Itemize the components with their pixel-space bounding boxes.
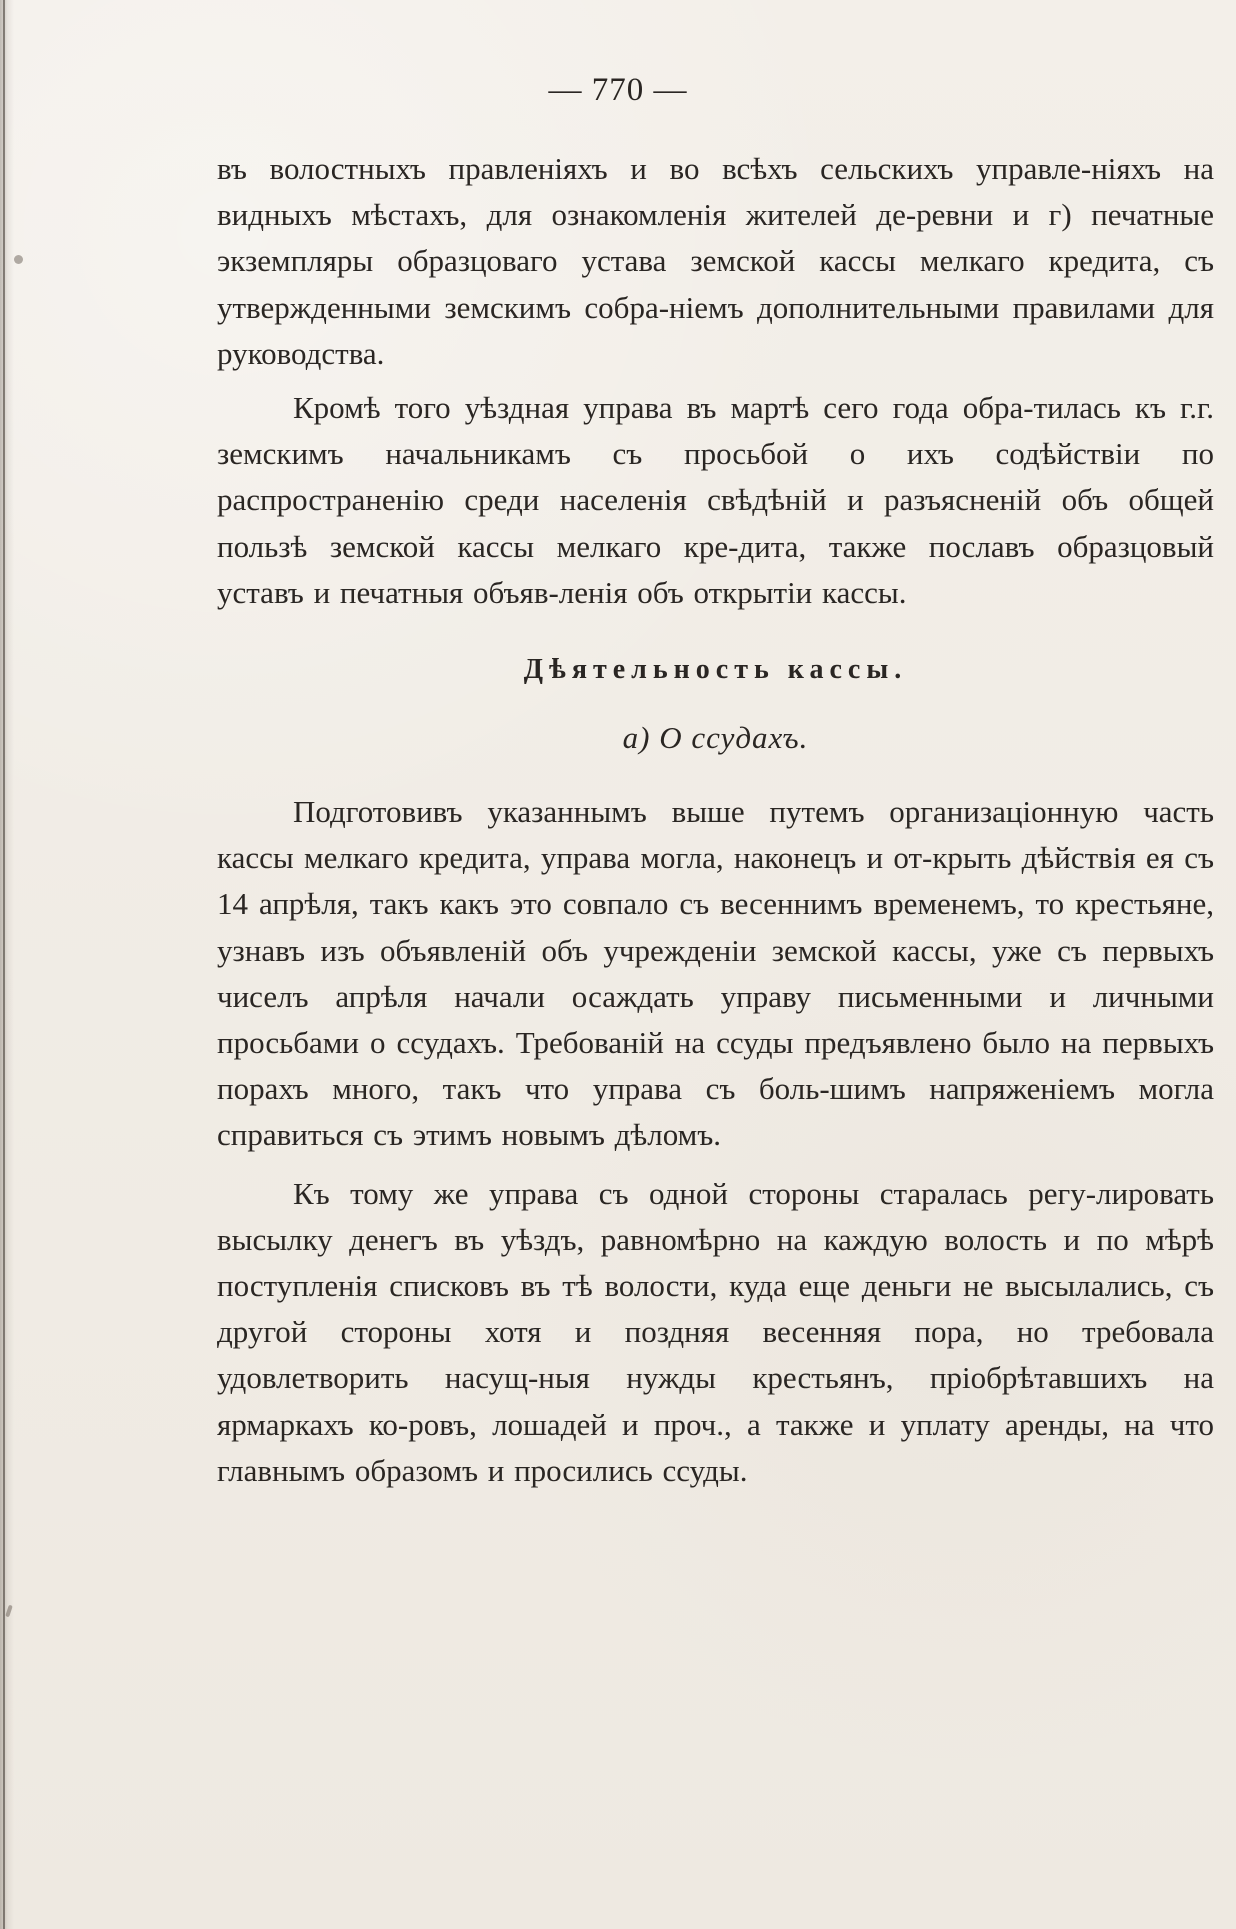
paragraph-2: Кромѣ того уѣздная управа въ мартѣ сего года обра-тилась къ г.г. земскимъ начальникамъ съ просьбой о ихъ содѣйствіи по распространенію среди населенія свѣдѣній и разъясненій объ общей пользѣ земской кассы мелкаго кре-дита, также пославъ образцовый уставъ и печатныя объяв-ленія объ открытіи кассы.: [217, 390, 1214, 610]
page-content: [217, 146, 1214, 1494]
subheading: а) О ссудахъ.: [622, 720, 809, 756]
paragraph-4: Къ тому же управа съ одной стороны старалась регу-лировать высылку денегъ въ уѣздъ, равномѣрно на каждую волость и по мѣрѣ поступленія списковъ въ тѣ волости, куда еще деньги не высылались, съ другой стороны хотя и поздняя весенняя пора, но требовала удовлетворить насущ-ныя нужды крестьянъ, пріобрѣтавшихъ на ярмаркахъ ко-ровъ, лошадей и проч., а также и уплату аренды, на что главнымъ образомъ и просились ссуды.: [217, 1175, 1214, 1488]
paragraph-1: въ волостныхъ правленіяхъ и во всѣхъ сельскихъ управле-ніяхъ на видныхъ мѣстахъ, для ознакомленія жителей де-ревни и г) печатные экземпляры образцоваго устава земской кассы мелкаго кредита, съ утвержденными земскимъ собра-ніемъ дополнительными правилами для руководства.: [217, 151, 1214, 371]
ink-speck: [14, 255, 23, 264]
page-edge-line: [3, 0, 5, 1929]
section-heading: Дѣятельность кассы.: [523, 654, 908, 686]
page-number: — 770 —: [548, 72, 688, 108]
paragraph-3: Подготовивъ указаннымъ выше путемъ организаціонную часть кассы мелкаго кредита, управа могла, наконецъ и от-крыть дѣйствія ея съ 14 апрѣля, такъ какъ это совпало съ весеннимъ временемъ, то крестьяне, узнавъ изъ объявленій объ учрежденіи земской кассы, уже съ первыхъ чиселъ апрѣля начали осаждать управу письменными и личными просьбами о ссудахъ. Требованій на ссуды предъявлено было на первыхъ порахъ много, такъ что управа съ боль-шимъ напряженіемъ могла справиться съ этимъ новымъ дѣломъ.: [217, 794, 1214, 1153]
